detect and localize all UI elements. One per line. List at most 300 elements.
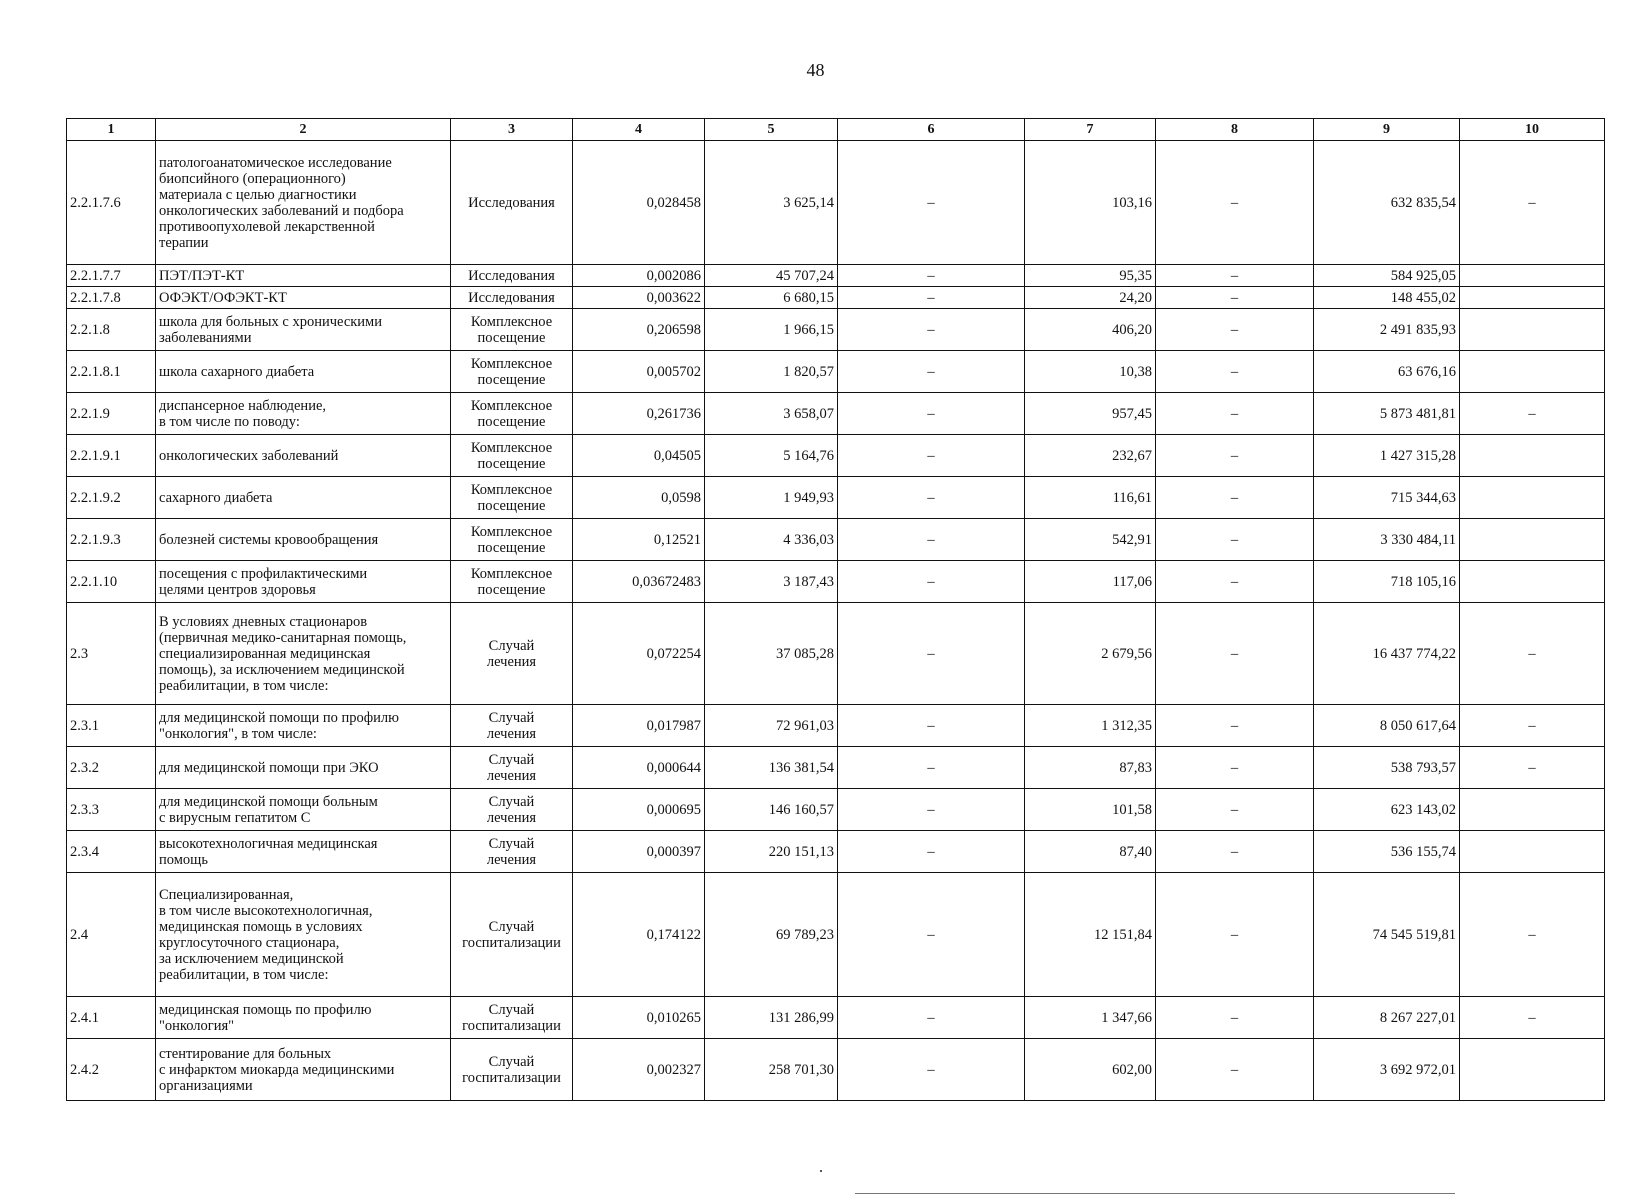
row-code (67, 1039, 156, 1101)
row-code (67, 141, 156, 265)
row-code-text: 2.3 (70, 645, 89, 662)
value-col-4-text: 0,005702 (646, 363, 701, 380)
value-col-8 (1156, 141, 1314, 265)
value-col-6-text: – (927, 843, 935, 860)
header-row (67, 119, 1605, 141)
row-code (67, 705, 156, 747)
value-col-9 (1314, 831, 1460, 873)
value-col-8-text: – (1230, 489, 1239, 506)
value-col-7-text: 87,40 (1119, 843, 1152, 860)
value-col-4-text: 0,017987 (646, 717, 701, 734)
value-col-7 (1025, 603, 1156, 705)
value-col-7-text: 957,45 (1112, 405, 1152, 422)
value-col-4 (573, 351, 705, 393)
value-col-4-text: 0,261736 (646, 405, 701, 422)
value-col-9 (1314, 287, 1460, 309)
value-col-10 (1460, 747, 1605, 789)
value-col-9 (1314, 141, 1460, 265)
value-col-5 (705, 519, 838, 561)
table-row (67, 997, 1605, 1039)
value-col-9 (1314, 309, 1460, 351)
value-col-8-text: – (1230, 321, 1239, 338)
column-header: 9 (1314, 119, 1460, 141)
value-col-4 (573, 519, 705, 561)
column-header: 2 (156, 119, 451, 141)
value-col-9-text: 16 437 774,22 (1372, 645, 1456, 662)
value-col-6-text: – (927, 489, 935, 506)
value-col-4 (573, 873, 705, 997)
value-col-6 (838, 477, 1025, 519)
value-col-10-text: – (1528, 194, 1536, 211)
value-col-5 (705, 997, 838, 1039)
value-col-6 (838, 705, 1025, 747)
value-col-8-text: – (1230, 194, 1239, 211)
row-unit (451, 265, 573, 287)
value-col-8 (1156, 831, 1314, 873)
row-code-text: 2.2.1.10 (70, 573, 118, 590)
value-col-6 (838, 1039, 1025, 1101)
value-col-7-text: 602,00 (1112, 1061, 1152, 1078)
value-col-9 (1314, 873, 1460, 997)
value-col-4 (573, 997, 705, 1039)
value-col-4-text: 0,000397 (646, 843, 701, 860)
value-col-6 (838, 141, 1025, 265)
value-col-4-text: 0,206598 (646, 321, 701, 338)
table-row (67, 477, 1605, 519)
value-col-9-text: 632 835,54 (1390, 194, 1456, 211)
value-col-6-text: – (927, 289, 935, 306)
row-unit (451, 287, 573, 309)
value-col-5 (705, 265, 838, 287)
row-code (67, 873, 156, 997)
value-col-4 (573, 831, 705, 873)
value-col-5-text: 45 707,24 (776, 267, 834, 284)
column-header: 1 (67, 119, 156, 141)
value-col-9-text: 1 427 315,28 (1379, 447, 1456, 464)
row-name-text: болезней системы кровообращения (159, 531, 379, 548)
row-name-text: для медицинской помощи по профилю "онкология", в том числе: (159, 709, 399, 742)
row-name-text: медицинская помощь по профилю "онкология" (159, 1001, 372, 1034)
value-col-8-text: – (1230, 1061, 1239, 1078)
value-col-7-text: 542,91 (1112, 531, 1152, 548)
value-col-7 (1025, 997, 1156, 1039)
value-col-10-text: – (1528, 645, 1536, 662)
row-code (67, 519, 156, 561)
row-code-text: 2.3.3 (70, 801, 99, 818)
value-col-8 (1156, 705, 1314, 747)
value-col-9 (1314, 789, 1460, 831)
row-name (156, 477, 451, 519)
value-col-6-text: – (927, 926, 935, 943)
value-col-8 (1156, 1039, 1314, 1101)
table-row (67, 789, 1605, 831)
value-col-6 (838, 351, 1025, 393)
value-col-5 (705, 393, 838, 435)
row-unit-text: Исследования (468, 267, 555, 284)
value-col-6 (838, 603, 1025, 705)
value-col-8-text: – (1230, 531, 1239, 548)
value-col-6 (838, 287, 1025, 309)
value-col-7-text: 2 679,56 (1101, 645, 1152, 662)
value-col-6-text: – (927, 405, 935, 422)
row-name (156, 141, 451, 265)
value-col-7-text: 1 347,66 (1101, 1009, 1152, 1026)
value-col-9 (1314, 393, 1460, 435)
value-col-4 (573, 705, 705, 747)
value-col-8 (1156, 435, 1314, 477)
value-col-9 (1314, 1039, 1460, 1101)
row-code (67, 287, 156, 309)
value-col-10 (1460, 1039, 1605, 1101)
row-code-text: 2.2.1.9.2 (70, 489, 121, 506)
value-col-10 (1460, 789, 1605, 831)
row-unit (451, 997, 573, 1039)
value-col-9-text: 623 143,02 (1390, 801, 1456, 818)
row-unit (451, 705, 573, 747)
row-code (67, 435, 156, 477)
table-row (67, 873, 1605, 997)
column-header: 6 (838, 119, 1025, 141)
value-col-5 (705, 831, 838, 873)
row-code (67, 393, 156, 435)
row-name (156, 265, 451, 287)
column-header: 4 (573, 119, 705, 141)
value-col-4-text: 0,003622 (646, 289, 701, 306)
row-unit (451, 603, 573, 705)
value-col-6 (838, 435, 1025, 477)
value-col-5-text: 3 625,14 (783, 194, 834, 211)
value-col-7-text: 103,16 (1112, 194, 1152, 211)
row-code-text: 2.2.1.9.1 (70, 447, 121, 464)
value-col-7-text: 95,35 (1119, 267, 1152, 284)
row-code-text: 2.4 (70, 926, 89, 943)
value-col-4 (573, 789, 705, 831)
value-col-10-text: – (1528, 926, 1536, 943)
value-col-4 (573, 1039, 705, 1101)
value-col-4 (573, 309, 705, 351)
row-code (67, 747, 156, 789)
value-col-6-text: – (927, 645, 935, 662)
value-col-7-text: 406,20 (1112, 321, 1152, 338)
column-header: 5 (705, 119, 838, 141)
value-col-10 (1460, 393, 1605, 435)
row-code (67, 603, 156, 705)
row-name-text: высокотехнологичная медицинская помощь (159, 835, 378, 868)
value-col-4 (573, 477, 705, 519)
row-name (156, 351, 451, 393)
value-col-10 (1460, 873, 1605, 997)
value-col-5 (705, 141, 838, 265)
row-code-text: 2.3.2 (70, 759, 99, 776)
row-code (67, 561, 156, 603)
value-col-5-text: 4 336,03 (783, 531, 834, 548)
row-code (67, 831, 156, 873)
value-col-5-text: 136 381,54 (768, 759, 834, 776)
value-col-7-text: 101,58 (1112, 801, 1152, 818)
table-row (67, 393, 1605, 435)
value-col-10 (1460, 705, 1605, 747)
value-col-7 (1025, 287, 1156, 309)
value-col-6-text: – (927, 363, 935, 380)
value-col-9-text: 5 873 481,81 (1379, 405, 1456, 422)
value-col-7 (1025, 1039, 1156, 1101)
value-col-4-text: 0,12521 (653, 531, 701, 548)
row-name-text: ПЭТ/ПЭТ-КТ (159, 267, 245, 284)
table-row (67, 435, 1605, 477)
value-col-7 (1025, 309, 1156, 351)
value-col-5-text: 1 949,93 (783, 489, 834, 506)
row-code-text: 2.2.1.7.6 (70, 194, 121, 211)
value-col-7 (1025, 141, 1156, 265)
value-col-9-text: 74 545 519,81 (1372, 926, 1456, 943)
row-unit (451, 393, 573, 435)
row-code (67, 477, 156, 519)
value-col-6-text: – (927, 531, 935, 548)
row-name (156, 393, 451, 435)
row-unit-text: Комплексное посещение (470, 439, 553, 472)
value-col-8 (1156, 477, 1314, 519)
row-name (156, 1039, 451, 1101)
value-col-6-text: – (927, 321, 935, 338)
row-unit-text: Комплексное посещение (470, 313, 553, 346)
value-col-4-text: 0,000644 (646, 759, 701, 776)
value-col-6 (838, 997, 1025, 1039)
value-col-10 (1460, 561, 1605, 603)
value-col-4-text: 0,03672483 (632, 573, 701, 590)
value-col-6-text: – (927, 573, 935, 590)
value-col-7-text: 117,06 (1112, 573, 1152, 590)
value-col-8-text: – (1230, 289, 1239, 306)
value-col-4 (573, 561, 705, 603)
value-col-4-text: 0,002086 (646, 267, 701, 284)
value-col-10-text: – (1528, 717, 1536, 734)
value-col-6 (838, 747, 1025, 789)
value-col-9 (1314, 705, 1460, 747)
row-name-text: школа сахарного диабета (159, 363, 315, 380)
row-name (156, 519, 451, 561)
value-col-5-text: 131 286,99 (768, 1009, 834, 1026)
row-name-text: онкологических заболеваний (159, 447, 339, 464)
value-col-7-text: 87,83 (1119, 759, 1152, 776)
value-col-4-text: 0,072254 (646, 645, 701, 662)
value-col-7 (1025, 561, 1156, 603)
value-col-6 (838, 831, 1025, 873)
value-col-8 (1156, 747, 1314, 789)
row-unit (451, 351, 573, 393)
value-col-6 (838, 393, 1025, 435)
row-unit-text: Случай лечения (486, 637, 537, 670)
value-col-6 (838, 873, 1025, 997)
value-col-9 (1314, 603, 1460, 705)
row-code-text: 2.3.4 (70, 843, 99, 860)
row-name (156, 997, 451, 1039)
value-col-8-text: – (1230, 645, 1239, 662)
value-col-8-text: – (1230, 926, 1239, 943)
value-col-7-text: 1 312,35 (1101, 717, 1152, 734)
table-row (67, 351, 1605, 393)
value-col-4-text: 0,04505 (653, 447, 701, 464)
value-col-5 (705, 351, 838, 393)
value-col-9-text: 718 105,16 (1390, 573, 1456, 590)
row-name (156, 435, 451, 477)
row-unit-text: Комплексное посещение (470, 565, 553, 598)
value-col-8-text: – (1230, 405, 1239, 422)
footer-rule (855, 1193, 1455, 1194)
table-row (67, 287, 1605, 309)
row-name (156, 747, 451, 789)
table-row (67, 519, 1605, 561)
row-unit (451, 561, 573, 603)
value-col-4 (573, 435, 705, 477)
value-col-8 (1156, 997, 1314, 1039)
row-unit-text: Случай госпитализации (462, 918, 561, 951)
table-row (67, 1039, 1605, 1101)
row-name (156, 873, 451, 997)
value-col-10 (1460, 477, 1605, 519)
row-unit (451, 1039, 573, 1101)
value-col-9 (1314, 747, 1460, 789)
value-col-7 (1025, 435, 1156, 477)
value-col-10 (1460, 141, 1605, 265)
row-unit-text: Комплексное посещение (470, 355, 553, 388)
value-col-6-text: – (927, 447, 935, 464)
value-col-8 (1156, 561, 1314, 603)
value-col-6-text: – (927, 759, 935, 776)
row-code-text: 2.3.1 (70, 717, 99, 734)
value-col-10 (1460, 351, 1605, 393)
table-row (67, 309, 1605, 351)
row-code-text: 2.2.1.8 (70, 321, 110, 338)
value-col-6 (838, 789, 1025, 831)
value-col-6-text: – (927, 194, 935, 211)
value-col-9 (1314, 561, 1460, 603)
value-col-8-text: – (1230, 843, 1239, 860)
value-col-8-text: – (1230, 1009, 1239, 1026)
row-name (156, 789, 451, 831)
row-name-text: ОФЭКТ/ОФЭКТ-КТ (159, 289, 287, 306)
row-unit (451, 477, 573, 519)
value-col-6 (838, 519, 1025, 561)
value-col-8-text: – (1230, 717, 1239, 734)
value-col-7-text: 12 151,84 (1094, 926, 1152, 943)
value-col-8 (1156, 393, 1314, 435)
row-unit (451, 747, 573, 789)
row-name-text: диспансерное наблюдение, в том числе по поводу: (159, 397, 327, 430)
value-col-7 (1025, 393, 1156, 435)
table-row (67, 705, 1605, 747)
value-col-8-text: – (1230, 363, 1239, 380)
value-col-7 (1025, 477, 1156, 519)
value-col-7-text: 232,67 (1112, 447, 1152, 464)
value-col-9-text: 538 793,57 (1390, 759, 1456, 776)
value-col-5-text: 146 160,57 (768, 801, 834, 818)
value-col-5-text: 258 701,30 (768, 1061, 834, 1078)
value-col-9-text: 8 267 227,01 (1379, 1009, 1456, 1026)
data-table (66, 118, 1605, 1101)
value-col-7 (1025, 351, 1156, 393)
row-name-text: школа для больных с хроническими заболеваниями (159, 313, 382, 346)
value-col-6 (838, 265, 1025, 287)
value-col-10 (1460, 309, 1605, 351)
row-unit (451, 789, 573, 831)
value-col-5-text: 1 966,15 (783, 321, 834, 338)
row-code-text: 2.4.1 (70, 1009, 99, 1026)
row-unit-text: Случай госпитализации (462, 1053, 561, 1086)
row-unit (451, 873, 573, 997)
row-unit-text: Случай лечения (486, 835, 537, 868)
value-col-5-text: 72 961,03 (776, 717, 834, 734)
row-code-text: 2.2.1.7.8 (70, 289, 121, 306)
row-unit-text: Случай лечения (486, 793, 537, 826)
row-name-text: Специализированная, в том числе высокотехнологичная, медицинская помощь в условиях круглосуточного стационара, за исключением медицинской реабилитации, в том числе: (159, 886, 373, 983)
value-col-7-text: 116,61 (1112, 489, 1152, 506)
value-col-10-text: – (1528, 1009, 1536, 1026)
value-col-5-text: 3 658,07 (783, 405, 834, 422)
value-col-9 (1314, 519, 1460, 561)
row-code-text: 2.2.1.8.1 (70, 363, 121, 380)
value-col-9-text: 584 925,05 (1390, 267, 1456, 284)
row-unit-text: Случай лечения (486, 751, 537, 784)
table-row (67, 603, 1605, 705)
table-row (67, 141, 1605, 265)
value-col-5-text: 69 789,23 (776, 926, 834, 943)
value-col-4-text: 0,000695 (646, 801, 701, 818)
value-col-9 (1314, 351, 1460, 393)
table-row (67, 561, 1605, 603)
value-col-7 (1025, 519, 1156, 561)
value-col-4 (573, 393, 705, 435)
value-col-9 (1314, 477, 1460, 519)
value-col-7 (1025, 265, 1156, 287)
row-name (156, 603, 451, 705)
value-col-10 (1460, 603, 1605, 705)
value-col-6-text: – (927, 267, 935, 284)
column-header: 10 (1460, 119, 1605, 141)
row-unit-text: Комплексное посещение (470, 523, 553, 556)
value-col-5-text: 3 187,43 (783, 573, 834, 590)
value-col-10 (1460, 519, 1605, 561)
value-col-9-text: 715 344,63 (1390, 489, 1456, 506)
row-unit (451, 309, 573, 351)
value-col-8 (1156, 309, 1314, 351)
row-unit-text: Случай госпитализации (462, 1001, 561, 1034)
row-code-text: 2.2.1.9 (70, 405, 110, 422)
row-name (156, 831, 451, 873)
row-code (67, 789, 156, 831)
value-col-5-text: 1 820,57 (783, 363, 834, 380)
row-code (67, 351, 156, 393)
value-col-8-text: – (1230, 267, 1239, 284)
scan-artifact (820, 1170, 822, 1172)
value-col-4-text: 0,174122 (646, 926, 701, 943)
value-col-6-text: – (927, 801, 935, 818)
value-col-8 (1156, 603, 1314, 705)
row-name (156, 705, 451, 747)
value-col-8-text: – (1230, 573, 1239, 590)
value-col-9-text: 536 155,74 (1390, 843, 1456, 860)
row-unit-text: Комплексное посещение (470, 397, 553, 430)
value-col-8-text: – (1230, 447, 1239, 464)
value-col-10-text: – (1528, 405, 1536, 422)
row-unit-text: Комплексное посещение (470, 481, 553, 514)
value-col-5 (705, 603, 838, 705)
row-name-text: для медицинской помощи при ЭКО (159, 759, 379, 776)
value-col-10 (1460, 287, 1605, 309)
value-col-9-text: 8 050 617,64 (1379, 717, 1456, 734)
row-name-text: патологоанатомическое исследование биопсийного (операционного) материала с целью диагностики онкологических заболеваний и подбора противоопухолевой лекарственной терапии (159, 154, 404, 251)
value-col-8-text: – (1230, 801, 1239, 818)
value-col-7 (1025, 789, 1156, 831)
